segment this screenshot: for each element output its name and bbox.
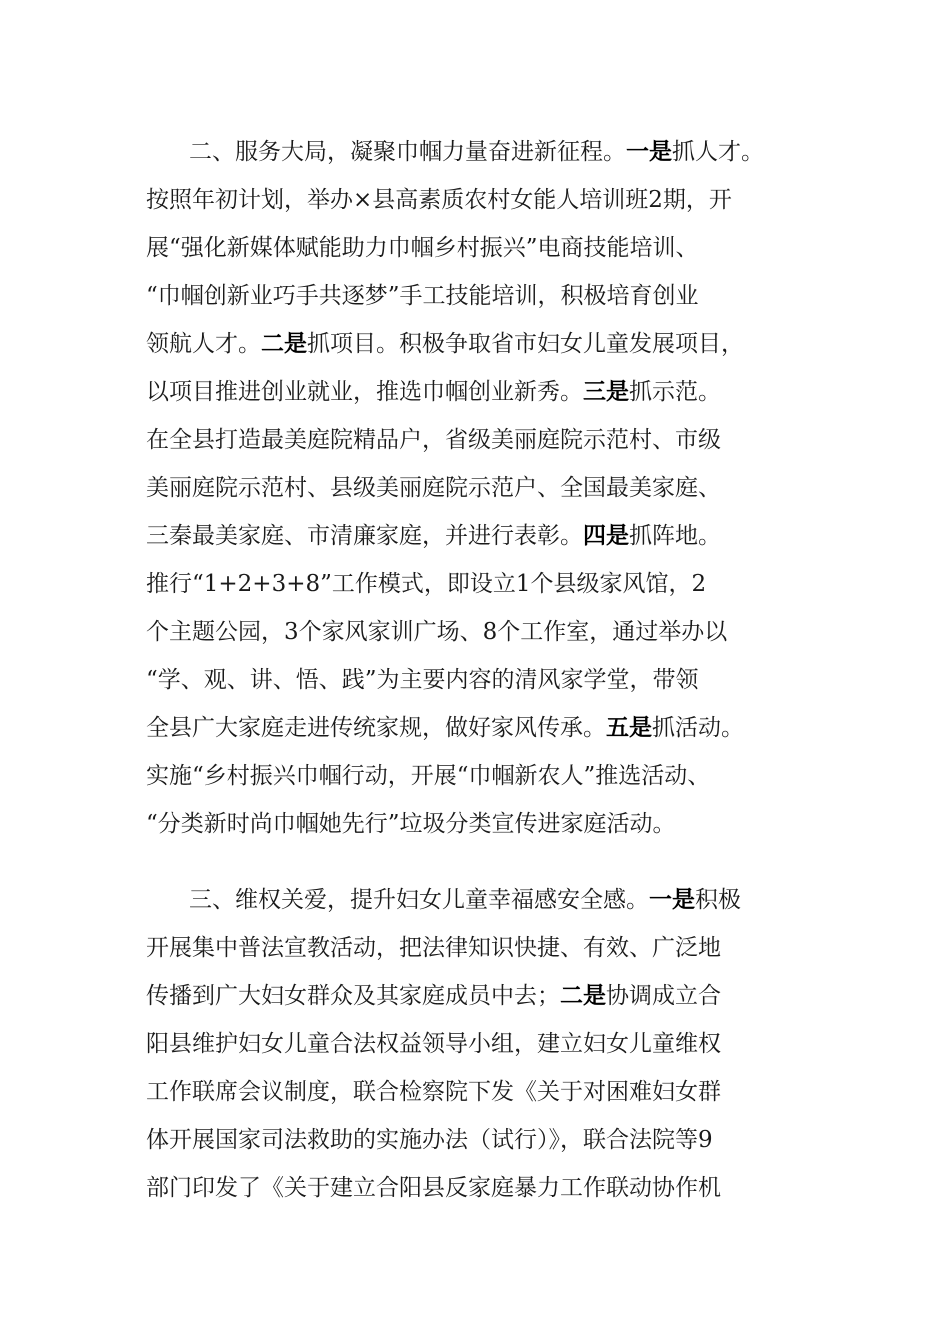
text-line: 二、服务大局，凝聚巾帼力量奋进新征程。一是抓人才。	[189, 139, 764, 165]
text-line: 实施“乡村振兴巾帼行动，开展“巾帼新农人”推选活动、	[146, 763, 711, 789]
text-line: 美丽庭院示范村、县级美丽庭院示范户、全国最美家庭、	[146, 475, 721, 501]
text-line: 开展集中普法宣教活动，把法律知识快捷、有效、广泛地	[146, 935, 721, 961]
text-line: 体开展国家司法救助的实施办法（试行）》，联合法院等9	[146, 1127, 713, 1153]
text-line: “学、观、讲、悟、践”为主要内容的清风家学堂，带领	[146, 667, 699, 693]
text-line: “分类新时尚巾帼她先行”垃圾分类宣传进家庭活动。	[146, 811, 676, 837]
text-line: 全县广大家庭走进传统家规，做好家风传承。五是抓活动。	[146, 715, 744, 741]
text-line: 部门印发了《关于建立合阳县反家庭暴力工作联动协作机	[146, 1175, 721, 1201]
text-line: 三秦最美家庭、市清廉家庭，并进行表彰。四是抓阵地。	[146, 523, 721, 549]
text-line: “巾帼创新业巧手共逐梦”手工技能培训，积极培育创业	[146, 283, 699, 309]
text-line: 传播到广大妇女群众及其家庭成员中去；二是协调成立合	[146, 983, 721, 1009]
text-line: 三、维权关爱，提升妇女儿童幸福感安全感。一是积极	[189, 887, 741, 913]
text-line: 推行“1+2+3+8”工作模式，即设立1个县级家风馆，2	[146, 571, 707, 597]
text-line: 领航人才。二是抓项目。积极争取省市妇女儿童发展项目，	[146, 331, 744, 357]
text-line: 在全县打造最美庭院精品户，省级美丽庭院示范村、市级	[146, 427, 721, 453]
text-line: 个主题公园，3个家风家训广场、8个工作室，通过举办以	[146, 619, 728, 645]
text-line: 以项目推进创业就业，推选巾帼创业新秀。三是抓示范。	[146, 379, 721, 405]
text-line: 展“强化新媒体赋能助力巾帼乡村振兴”电商技能培训、	[146, 235, 699, 261]
text-line: 按照年初计划，举办×县高素质农村女能人培训班2期，开	[146, 187, 732, 213]
text-line: 工作联席会议制度，联合检察院下发《关于对困难妇女群	[146, 1079, 721, 1105]
text-line: 阳县维护妇女儿童合法权益领导小组，建立妇女儿童维权	[146, 1031, 721, 1057]
